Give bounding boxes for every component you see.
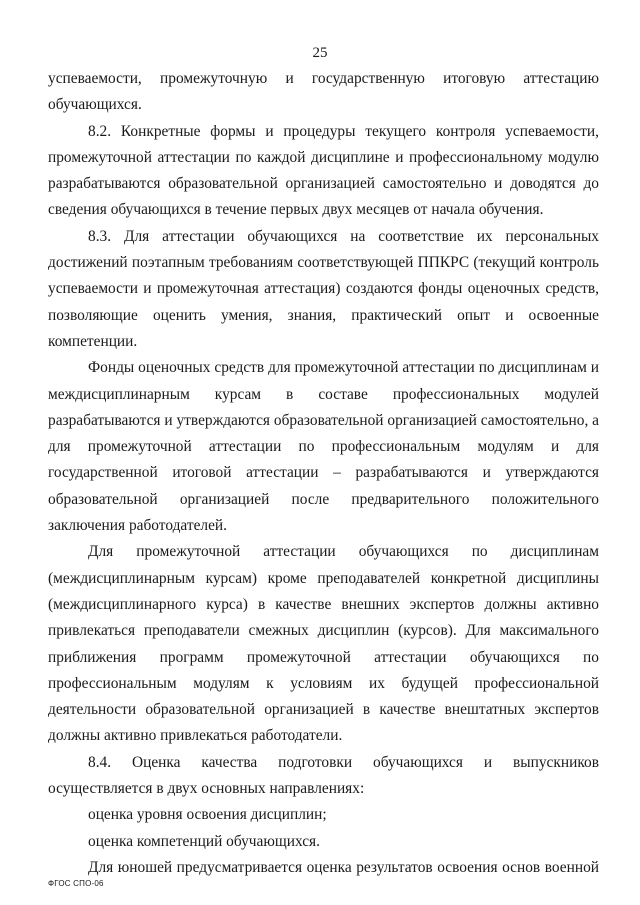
body-text (48, 66, 599, 881)
paragraph-military-basics: Для юношей предусматривается оценка результатов освоения основ военной (88, 858, 599, 876)
footer-label: ФГОС СПО-06 (48, 879, 104, 888)
page-number: 25 (312, 45, 328, 61)
list-item-competencies: оценка компетенций обучающихся. (88, 832, 320, 850)
paragraph-continuation: успеваемости, промежуточную и государственную итоговую аттестацию обучающихся. (48, 70, 599, 114)
paragraph-8-4: 8.4. Оценка качества подготовки обучающихся и выпускников осуществляется в двух основных направлениях: (48, 753, 599, 798)
list-item-disciplines: оценка уровня освоения дисциплин; (88, 806, 327, 824)
paragraph-8-2: 8.2. Конкретные формы и процедуры текущего контроля успеваемости, промежуточной аттестации по каждой дисциплине и профессиональному модулю разрабатываются образовательной организацией самостоятельно и доводятся до сведения обучающихся в течение первых двух месяцев от начала обучения. (48, 122, 599, 219)
paragraph-8-3: 8.3. Для аттестации обучающихся на соответствие их персональных достижений поэтапным требованиям соответствующей ППКРС (текущий контроль успеваемости и промежуточная аттестация) создаются фонды оценочных средств, позволяющие оценить умения, знания, практический опыт и освоенные компетенции. (48, 227, 599, 350)
paragraph-assessment-funds: Фонды оценочных средств для промежуточной аттестации по дисциплинам и междисциплинарным курсам в составе профессиональных модулей разрабатываются и утверждаются образовательной организацией самостоятельно, а для промежуточной аттестации по профессиональным модулям и для государственной итоговой аттестации – разрабатываются и утверждаются образовательной организацией после предварительного положительного заключения работодателей. (48, 359, 599, 535)
paragraph-external-experts: Для промежуточной аттестации обучающихся по дисциплинам (междисциплинарным курсам) кроме преподавателей конкретной дисциплины (междисциплинарного курса) в качестве внешних экспертов должны активно привлекаться преподаватели смежных дисциплин (курсов). Для максимального приближения программ промежуточной аттестации обучающихся по профессиональным модулям к условиям их будущей профессиональной деятельности образовательной организацией в качестве внештатных экспертов должны активно привлекаться работодатели. (48, 543, 599, 745)
